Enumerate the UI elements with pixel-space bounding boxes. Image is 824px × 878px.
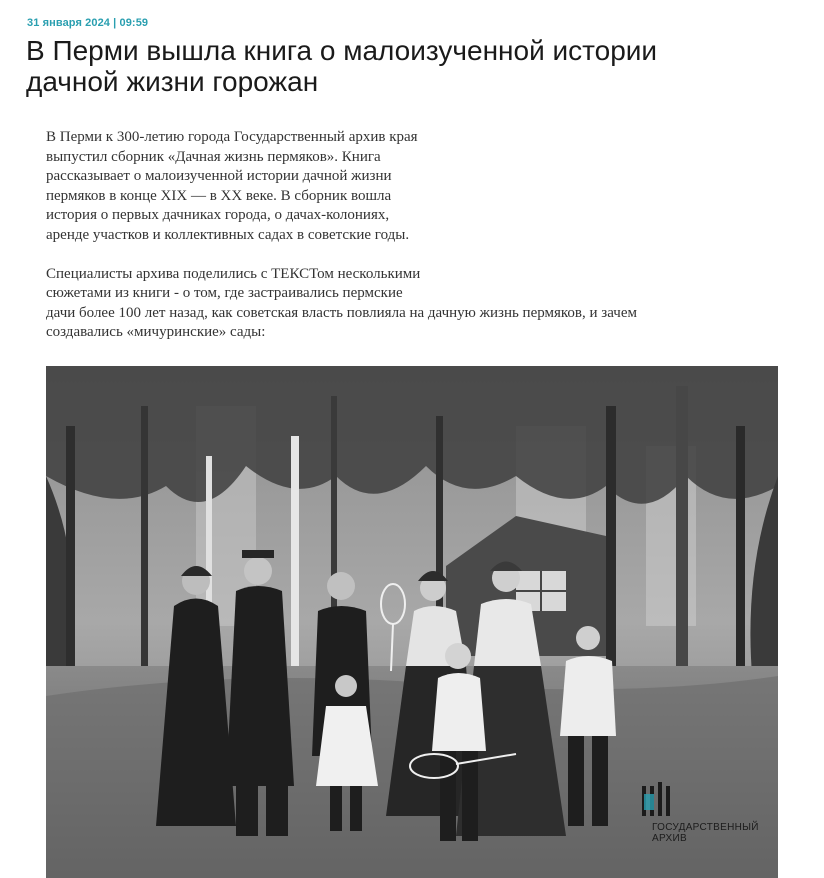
text-line: дачи более 100 лет назад, как советская власть повлияла на дачную жизнь пермяков, и зачем — [46, 304, 637, 321]
watermark-line: АРХИВ — [652, 833, 687, 844]
paragraph-intro — [46, 128, 786, 245]
text-line: пермяков в конце XIX — в XX веке. В сборник вошла — [46, 187, 392, 204]
article-body — [46, 128, 786, 343]
archive-watermark — [652, 822, 778, 844]
title-line: В Перми вышла книга о малоизученной истории — [26, 35, 658, 66]
text-line: история о первых дачниках города, о дачах-колониях, — [46, 207, 390, 223]
text-line: рассказывает о малоизученной истории дачной жизни — [46, 168, 392, 184]
title-line: дачной жизни горожан — [26, 66, 319, 97]
publish-date: 31 января 2024 | 09:59 — [27, 17, 149, 29]
article-title — [26, 35, 786, 97]
watermark-line: ГОСУДАРСТВЕННЫЙ — [652, 822, 759, 833]
text-line: выпустил сборник «Дачная жизнь пермяков». Книга — [46, 148, 381, 165]
photo-illustration — [46, 366, 778, 878]
paragraph-specialists — [46, 265, 786, 343]
text-line: Специалисты архива поделились с ТЕКСТом несколькими — [46, 265, 421, 282]
text-line: В Перми к 300-летию города Государственный архив края — [46, 129, 418, 145]
text-line: аренде участков и коллективных садах в советские годы. — [46, 226, 410, 243]
archive-family-photo[interactable] — [46, 366, 778, 878]
text-line: создавались «мичуринские» сады: — [46, 324, 266, 340]
text-line: сюжетами из книги - о том, где застраивались пермские — [46, 285, 403, 301]
